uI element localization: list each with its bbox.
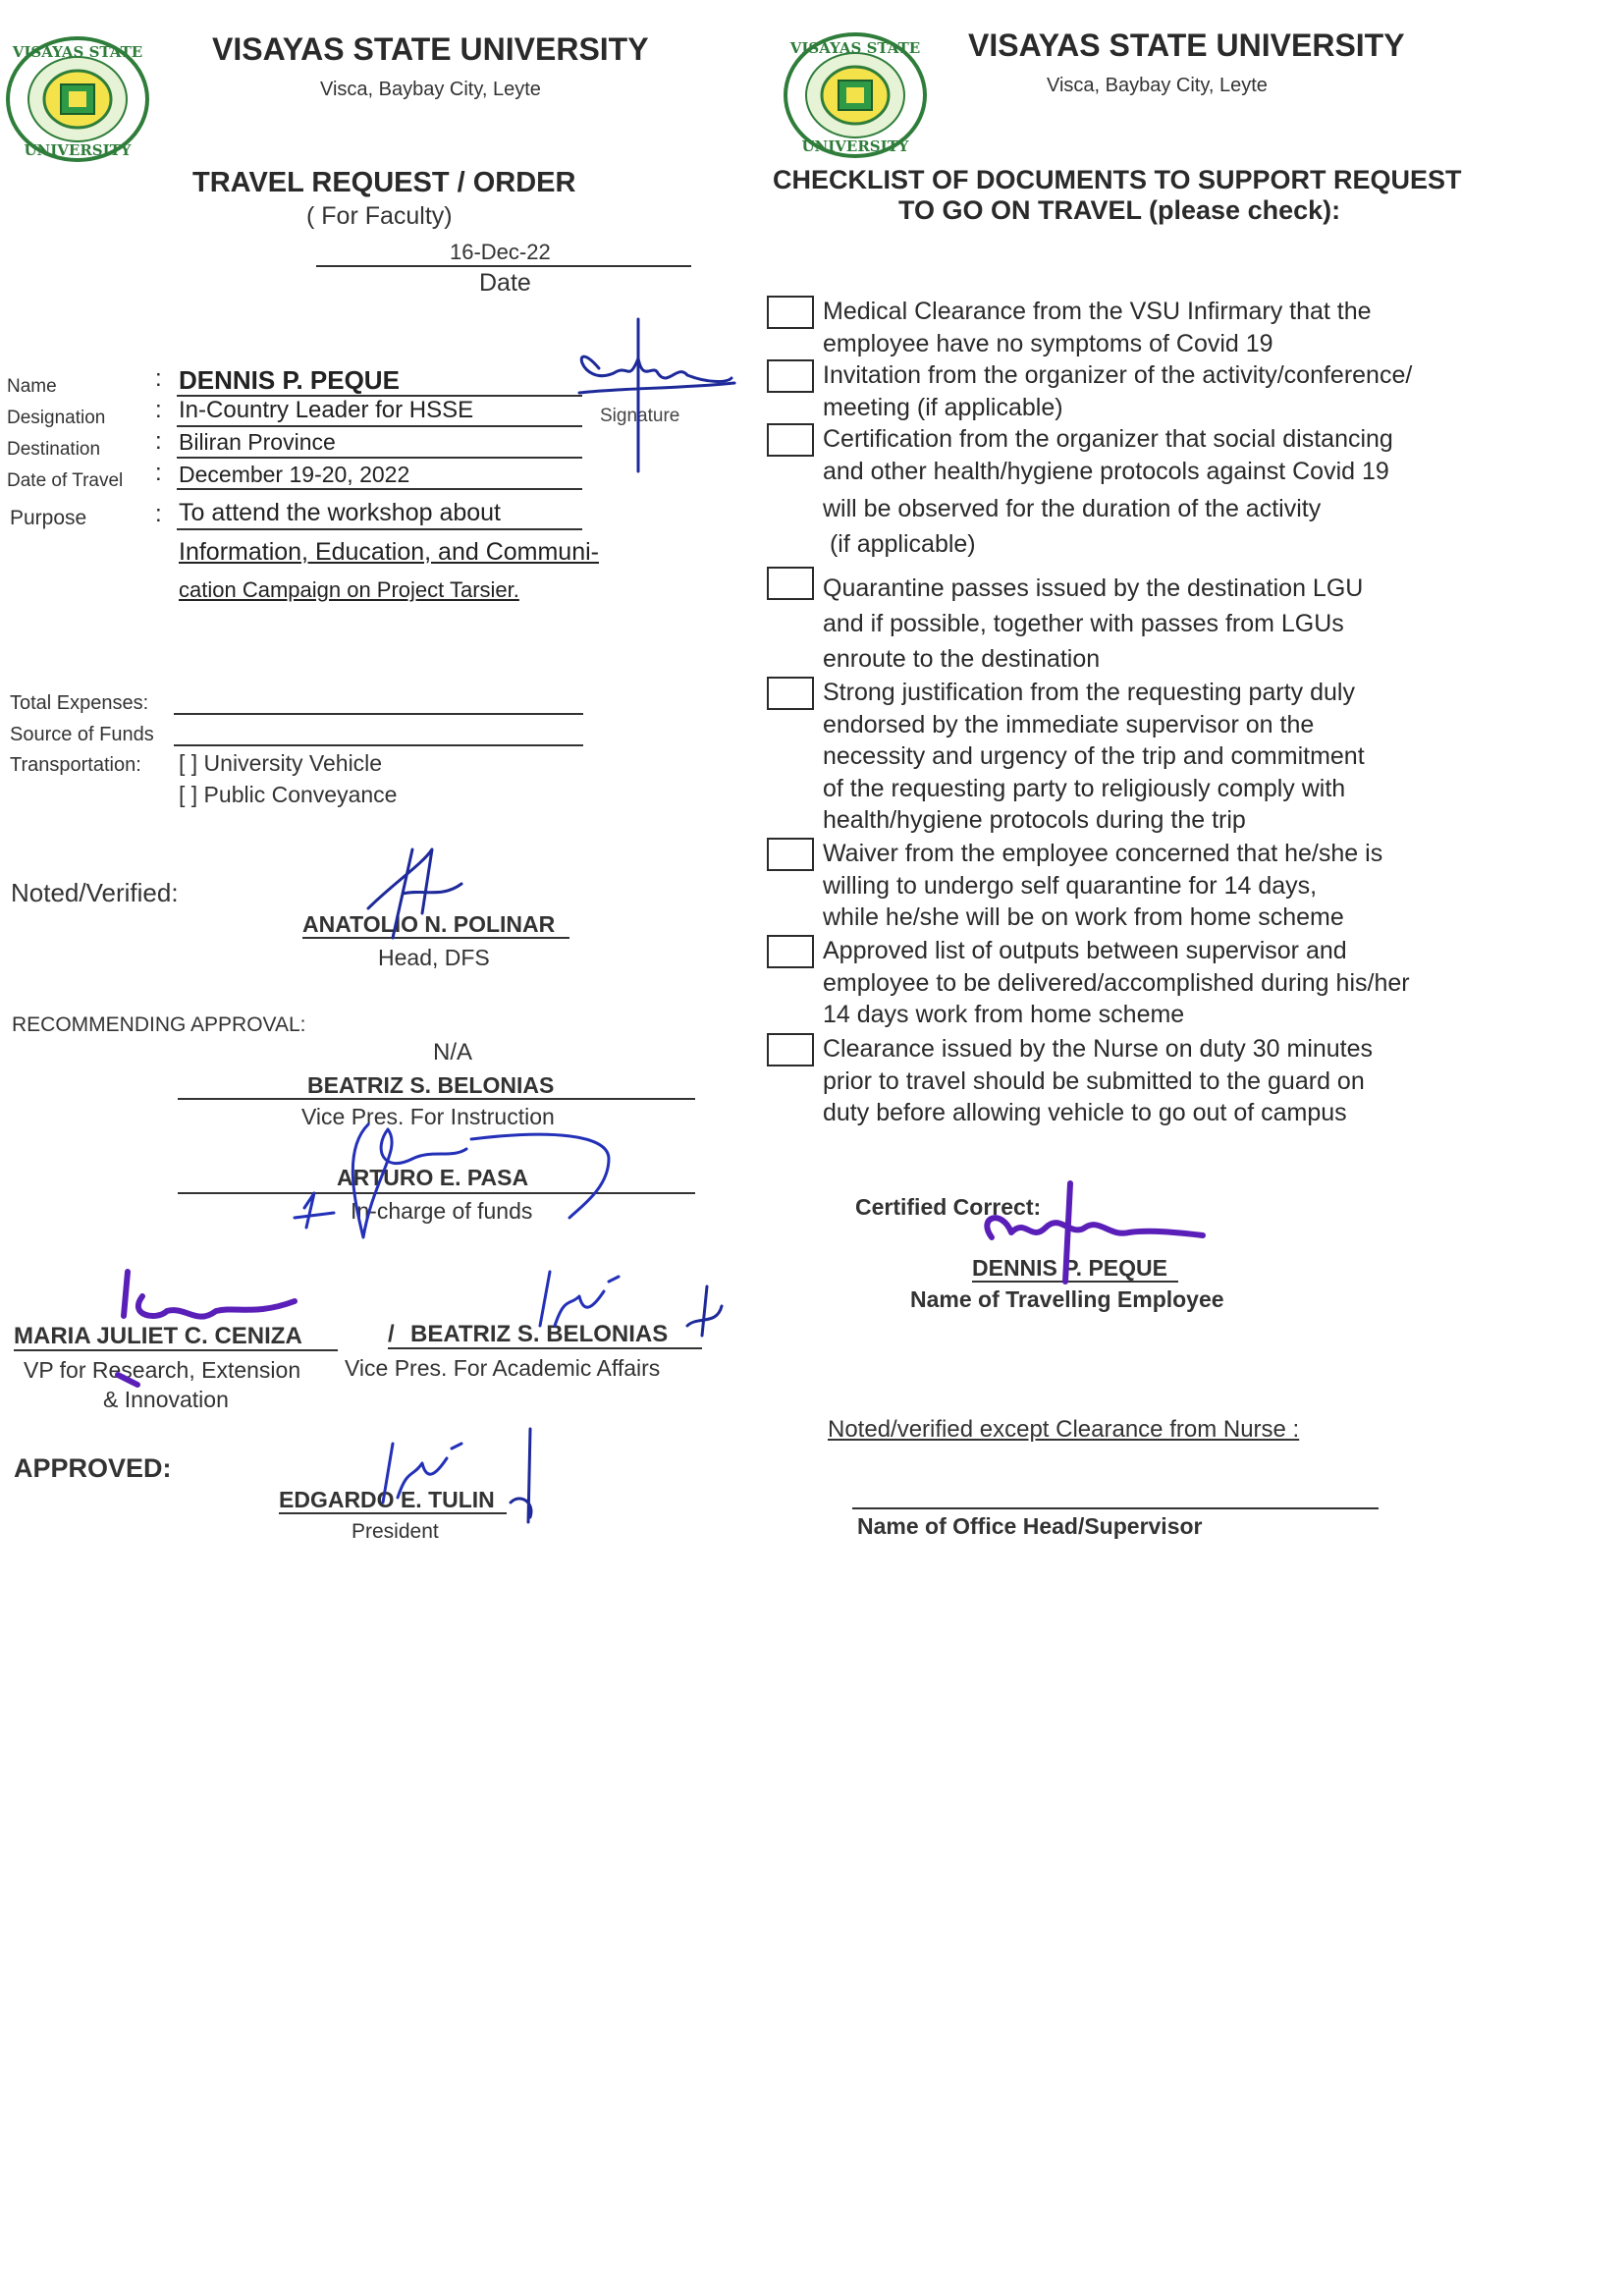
vp2-name: BEATRIZ S. BELONIAS [410,1321,669,1347]
office-head-caption: Name of Office Head/Supervisor [857,1513,1203,1539]
date-value: 16-Dec-22 [450,240,551,264]
vp2-title: Vice Pres. For Academic Affairs [345,1355,661,1381]
purpose-colon: : [155,501,162,527]
vp-slash: / [388,1321,395,1347]
checklist-item-2-line-1: Invitation from the organizer of the activity/conference/ [823,361,1413,389]
purpose-label: Purpose [10,507,87,529]
total-expenses-line [174,713,583,715]
vp2-signature-mark [511,1267,727,1375]
checklist-checkbox-1[interactable] [767,296,814,329]
name-value: DENNIS P. PEQUE [179,365,400,395]
checklist-item-2-line-2: meeting (if applicable) [823,393,1063,421]
form-title: TRAVEL REQUEST / ORDER [192,167,576,198]
date-of-travel-value: December 19-20, 2022 [179,462,410,487]
employee-caption: Name of Travelling Employee [910,1286,1224,1312]
president-signature-mark [363,1424,540,1532]
noted-signature-mark [363,845,481,943]
checklist-item-4-line-1: Quarantine passes issued by the destination LGU [823,574,1364,602]
checklist-item-1-line-2: employee have no symptoms of Covid 19 [823,329,1273,357]
applicant-signature-mark [560,314,736,481]
checklist-item-8 [823,1033,1373,1129]
checklist-item-8-line-1: Clearance issued by the Nurse on duty 30 minutes [823,1035,1374,1063]
noted-except-text: Noted/verified except Clearance from Nurse : [828,1416,1300,1443]
source-of-funds-label: Source of Funds [10,724,154,745]
office-head-line [852,1507,1379,1509]
checklist-title-line-2: TO GO ON TRAVEL (please check): [898,195,1341,225]
seal-bottom-text-left: UNIVERSITY [24,141,132,159]
na-text: N/A [433,1039,473,1066]
funds-name: ARTURO E. PASA [337,1165,529,1190]
checklist-checkbox-6[interactable] [767,838,814,871]
checklist-item-1 [823,296,1372,359]
checklist-item-5-line-4: of the requesting party to religiously comply with [823,774,1346,802]
university-name-right: VISAYAS STATE UNIVERSITY [968,27,1405,63]
checklist-checkbox-2[interactable] [767,359,814,393]
transport-option-university-vehicle: [ ] University Vehicle [179,750,383,776]
checklist-item-7-line-3: 14 days work from home scheme [823,1001,1185,1028]
university-address-right: Visca, Baybay City, Leyte [1047,75,1268,96]
checklist-item-4-line-2: and if possible, together with passes from LGUs [823,610,1344,637]
checklist-item-2 [823,359,1412,423]
destination-value: Biliran Province [179,429,336,455]
checklist-item-8-line-3: duty before allowing vehicle to go out of campus [823,1099,1347,1126]
university-seal-left [4,35,151,163]
university-seal-right [782,31,929,159]
checklist-item-6 [823,838,1382,934]
noted-verified-label: Noted/Verified: [11,878,179,907]
seal-bottom-text-right: UNIVERSITY [801,137,909,155]
employee-name: DENNIS P. PEQUE [972,1255,1167,1281]
destination-label: Destination [7,439,101,460]
date-of-travel-colon: : [155,460,162,486]
rec1-name: BEATRIZ S. BELONIAS [307,1072,555,1098]
designation-underline [177,425,582,427]
checklist-item-4-line-3: enroute to the destination [823,645,1101,673]
checklist-item-3-line-2: and other health/hygiene protocols against Covid 19 [823,457,1389,485]
checklist-item-6-line-1: Waiver from the employee concerned that he/she is [823,840,1383,867]
name-colon: : [155,365,162,392]
destination-colon: : [155,428,162,455]
total-expenses-label: Total Expenses: [10,692,149,714]
checklist-title-line-1: CHECKLIST OF DOCUMENTS TO SUPPORT REQUEST [773,165,1462,194]
vp1-title-line-1: VP for Research, Extension [24,1357,301,1383]
university-address-left: Visca, Baybay City, Leyte [320,79,541,100]
checklist-item-6-line-3: while he/she will be on work from home scheme [823,903,1344,931]
funds-signature-mark [255,1120,628,1247]
date-of-travel-underline [177,488,582,490]
checklist-item-3-line-1: Certification from the organizer that social distancing [823,425,1393,453]
checklist-item-5-line-1: Strong justification from the requesting party duly [823,679,1355,706]
checklist-item-7-line-2: employee to be delivered/accomplished during his/her [823,968,1410,997]
checklist-item-8-line-2: prior to travel should be submitted to the guard on [823,1066,1365,1095]
destination-underline [177,457,582,459]
funds-title: In-charge of funds [351,1198,533,1224]
noted-title: Head, DFS [378,945,490,970]
recommending-approval-label: RECOMMENDING APPROVAL: [12,1013,306,1036]
noted-name: ANATOLIO N. POLINAR [302,911,556,937]
checklist-item-3-line-4: (if applicable) [823,529,976,558]
designation-colon: : [155,397,162,423]
date-line [316,265,691,267]
checklist-item-5-line-2: endorsed by the immediate supervisor on the [823,710,1315,738]
checklist-item-7 [823,935,1410,1031]
purpose-line-3: cation Campaign on Project Tarsier. [179,577,519,602]
rec1-title: Vice Pres. For Instruction [301,1104,555,1129]
signature-label: Signature [600,406,680,426]
checklist-item-7-line-1: Approved list of outputs between supervisor and [823,937,1347,964]
checklist-item-5 [823,677,1365,837]
checklist-item-6-line-2: willing to undergo self quarantine for 14 days, [823,871,1318,900]
checklist-checkbox-8[interactable] [767,1033,814,1066]
checklist-item-1-line-1: Medical Clearance from the VSU Infirmary that the [823,298,1372,325]
form-subtitle: ( For Faculty) [306,202,453,230]
seal-top-text-right: VISAYAS STATE [789,39,921,57]
certified-correct-label: Certified Correct: [855,1194,1042,1220]
approved-label: APPROVED: [14,1453,172,1483]
designation-value: In-Country Leader for HSSE [179,397,474,423]
transportation-label: Transportation: [10,754,141,776]
purpose-line-1: To attend the workshop about [179,499,502,526]
checklist-item-3-line-3: will be observed for the duration of the activity [823,495,1322,522]
checklist-item-3 [823,423,1393,560]
purpose-underline-1 [177,528,582,530]
checklist-checkbox-4[interactable] [767,567,814,600]
checklist-checkbox-7[interactable] [767,935,814,968]
date-of-travel-label: Date of Travel [7,470,124,491]
vp1-name: MARIA JULIET C. CENIZA [14,1323,302,1349]
president-title: President [352,1520,439,1543]
transport-option-public-conveyance: [ ] Public Conveyance [179,782,398,807]
designation-label: Designation [7,408,106,428]
checklist-checkbox-5[interactable] [767,677,814,710]
checklist-checkbox-3[interactable] [767,423,814,457]
checklist-item-4 [823,571,1363,677]
date-label: Date [479,269,531,297]
seal-top-text-left: VISAYAS STATE [12,43,143,61]
vp1-title-line-2: & Innovation [103,1387,229,1412]
rec1-line [178,1098,695,1100]
purpose-line-2: Information, Education, and Communi- [179,538,599,566]
checklist-item-5-line-3: necessity and urgency of the trip and commitment [823,742,1365,770]
vp1-signature-mark [98,1267,324,1394]
employee-signature-mark [972,1178,1218,1286]
source-of-funds-line [174,744,583,746]
name-label: Name [7,376,57,397]
checklist-item-5-line-5: health/hygiene protocols during the trip [823,806,1246,834]
university-name-left: VISAYAS STATE UNIVERSITY [212,31,649,67]
president-name: EDGARDO E. TULIN [279,1487,495,1512]
